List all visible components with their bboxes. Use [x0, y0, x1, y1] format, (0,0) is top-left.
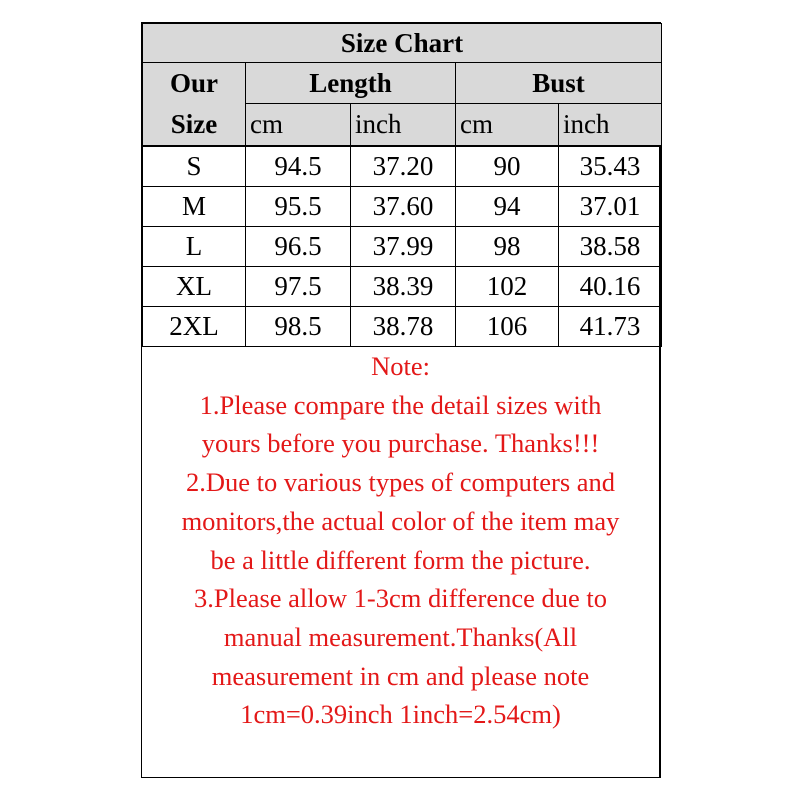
bust-cm-cell: 102	[456, 267, 559, 307]
size-cell: M	[143, 187, 246, 227]
size-cell: L	[143, 227, 246, 267]
size-chart	[141, 22, 661, 778]
bust-inch-cell: 40.16	[559, 267, 662, 307]
note-heading: Note:	[371, 351, 430, 381]
bust-cm-cell: 90	[456, 146, 559, 187]
bust-cm-cell: 94	[456, 187, 559, 227]
note-block	[142, 347, 659, 734]
bust-inch-cell: 38.58	[559, 227, 662, 267]
note-line: yours before you purchase. Thanks!!!	[201, 428, 600, 459]
note-line: 1.Please compare the detail sizes with	[199, 389, 602, 420]
table-row	[143, 146, 662, 187]
table-row	[143, 267, 662, 307]
size-table	[142, 23, 662, 347]
length-cm-cell: 95.5	[246, 187, 351, 227]
length-inch-cell: 37.99	[351, 227, 456, 267]
bust-inch-cell: 37.01	[559, 187, 662, 227]
note-line: monitors,the actual color of the item may	[181, 505, 620, 536]
bust-inch-cell: 41.73	[559, 307, 662, 347]
bust-cm-unit: cm	[456, 104, 559, 146]
table-row	[143, 187, 662, 227]
size-cell: 2XL	[143, 307, 246, 347]
size-cell: XL	[143, 267, 246, 307]
bust-cm-cell: 98	[456, 227, 559, 267]
length-cm-cell: 98.5	[246, 307, 351, 347]
length-inch-cell: 38.39	[351, 267, 456, 307]
table-row	[143, 227, 662, 267]
bust-cm-cell: 106	[456, 307, 559, 347]
size-cell: S	[143, 146, 246, 187]
note-line: 3.Please allow 1-3cm difference due to	[193, 583, 608, 614]
length-header: Length	[246, 63, 456, 104]
length-cm-cell: 96.5	[246, 227, 351, 267]
note-line: be a little different form the picture.	[210, 544, 591, 575]
our-size-line-2: Size	[170, 109, 218, 139]
our-size-header	[143, 63, 246, 147]
bust-inch-cell: 35.43	[559, 146, 662, 187]
note-line: manual measurement.Thanks(All	[223, 621, 578, 652]
note-line: 1cm=0.39inch 1inch=2.54cm)	[240, 699, 561, 730]
length-inch-cell: 37.60	[351, 187, 456, 227]
bust-inch-unit: inch	[559, 104, 662, 146]
length-inch-unit: inch	[351, 104, 456, 146]
length-cm-cell: 97.5	[246, 267, 351, 307]
bust-header: Bust	[456, 63, 662, 104]
length-inch-cell: 37.20	[351, 146, 456, 187]
length-cm-unit: cm	[246, 104, 351, 146]
note-line: 2.Due to various types of computers and	[185, 467, 616, 498]
note-line: measurement in cm and please note	[211, 660, 590, 691]
chart-title: Size Chart	[143, 24, 662, 63]
length-inch-cell: 38.78	[351, 307, 456, 347]
our-size-line-1: Our	[169, 68, 218, 98]
table-row	[143, 307, 662, 347]
length-cm-cell: 94.5	[246, 146, 351, 187]
